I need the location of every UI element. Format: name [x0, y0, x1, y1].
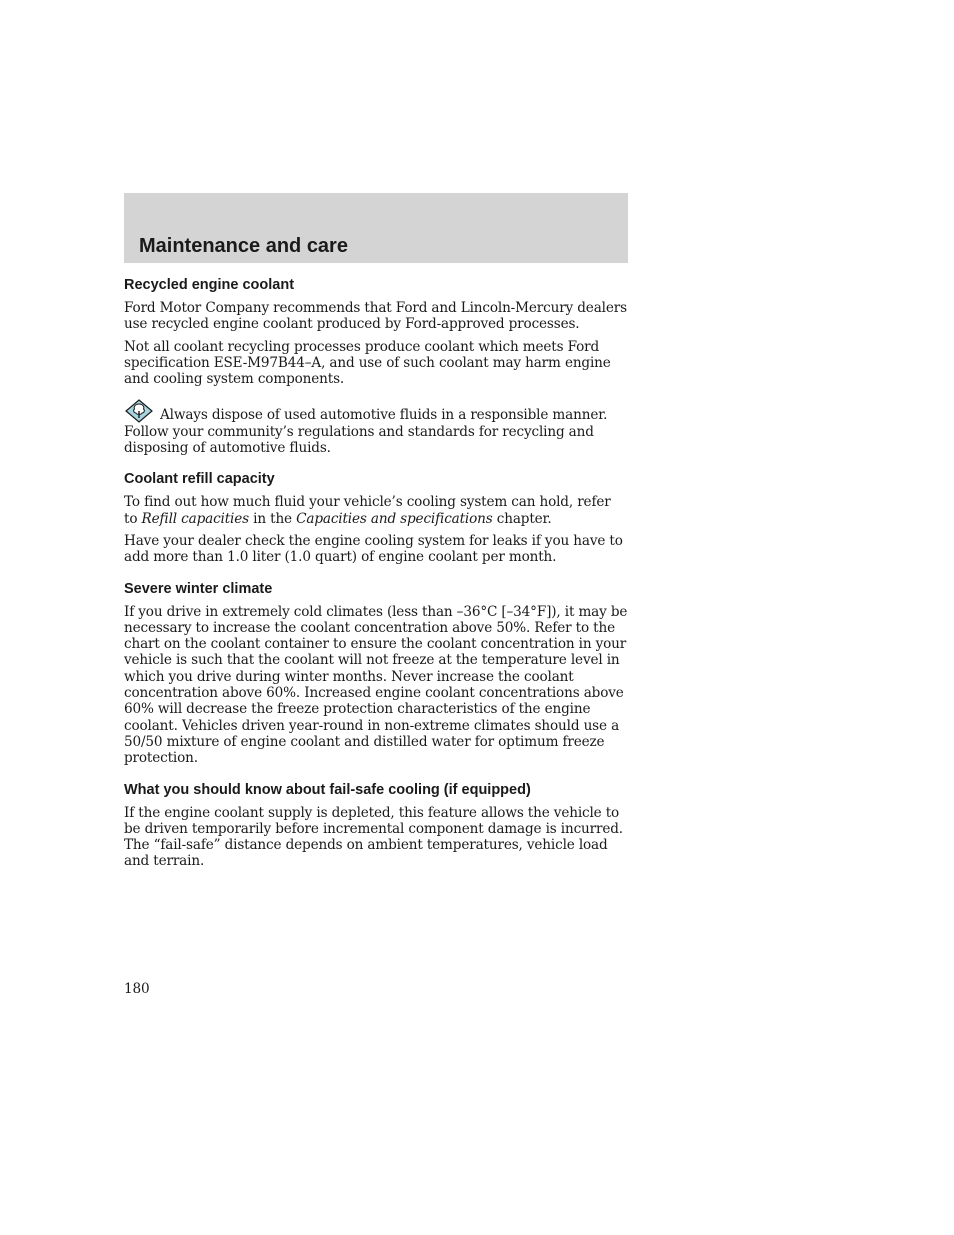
environment-note-text: Always dispose of used automotive fluids in a responsible manner. Follow your community’s regulations and standards for recycling and disposing of automotive fluids.: [124, 407, 608, 457]
paragraph: [124, 494, 628, 527]
environment-note: [124, 399, 628, 456]
text-run: in the: [248, 510, 297, 527]
section-severe-winter: [124, 580, 628, 767]
page-number: 180: [124, 981, 150, 997]
section-coolant-refill: [124, 470, 628, 565]
text-run: chapter.: [492, 510, 552, 527]
paragraph: If the engine coolant supply is depleted, this feature allows the vehicle to be driven temporarily before incremental component damage is incurred. The “fail-safe” distance depends on ambient temperatures, vehicle load and terrain.: [124, 804, 623, 870]
reference-refill-capacities: Refill capacities: [141, 510, 249, 527]
tree-environment-icon: [124, 399, 154, 423]
paragraph: If you drive in extremely cold climates (less than –36°C [–34°F]), it may be necessary to increase the coolant concentration above 50%. Refer to the chart on the coolant container to ensure the coolant concentration in your vehicle is such that the coolant will not freeze at the temperature level in which you drive during winter months. Never increase the coolant concentration above 60%. Increased engine coolant concentrations above 60% will decrease the freeze protection characteristics of the engine coolant. Vehicles driven year-round in non-extreme climates should use a 50/50 mixture of engine coolant and distilled water for optimum freeze protection.: [124, 603, 628, 767]
section-heading: Coolant refill capacity: [124, 471, 275, 488]
reference-capacities-chapter: Capacities and specifications: [296, 510, 493, 527]
section-heading: Severe winter climate: [124, 580, 273, 597]
section-heading: Recycled engine coolant: [124, 277, 295, 293]
paragraph: Not all coolant recycling processes produce coolant which meets Ford specification ESE-M97B44–A, and use of such coolant may harm engine and cooling system components.: [124, 338, 611, 388]
section-heading: What you should know about fail-safe cooling (if equipped): [124, 781, 531, 798]
section-fail-safe-cooling: [124, 781, 628, 870]
paragraph: Ford Motor Company recommends that Ford and Lincoln-Mercury dealers use recycled engine coolant produced by Ford-approved processes.: [124, 300, 627, 333]
page-content: [124, 276, 628, 876]
section-header-band: [124, 193, 628, 263]
section-recycled-coolant: [124, 276, 628, 456]
paragraph: Have your dealer check the engine cooling system for leaks if you have to add more than 1.0 liter (1.0 quart) of engine coolant per month.: [124, 532, 623, 566]
text-run: To find out how much fluid your vehicle’s cooling system can hold, refer to: [124, 494, 611, 527]
page-title: Maintenance and care: [139, 235, 348, 257]
